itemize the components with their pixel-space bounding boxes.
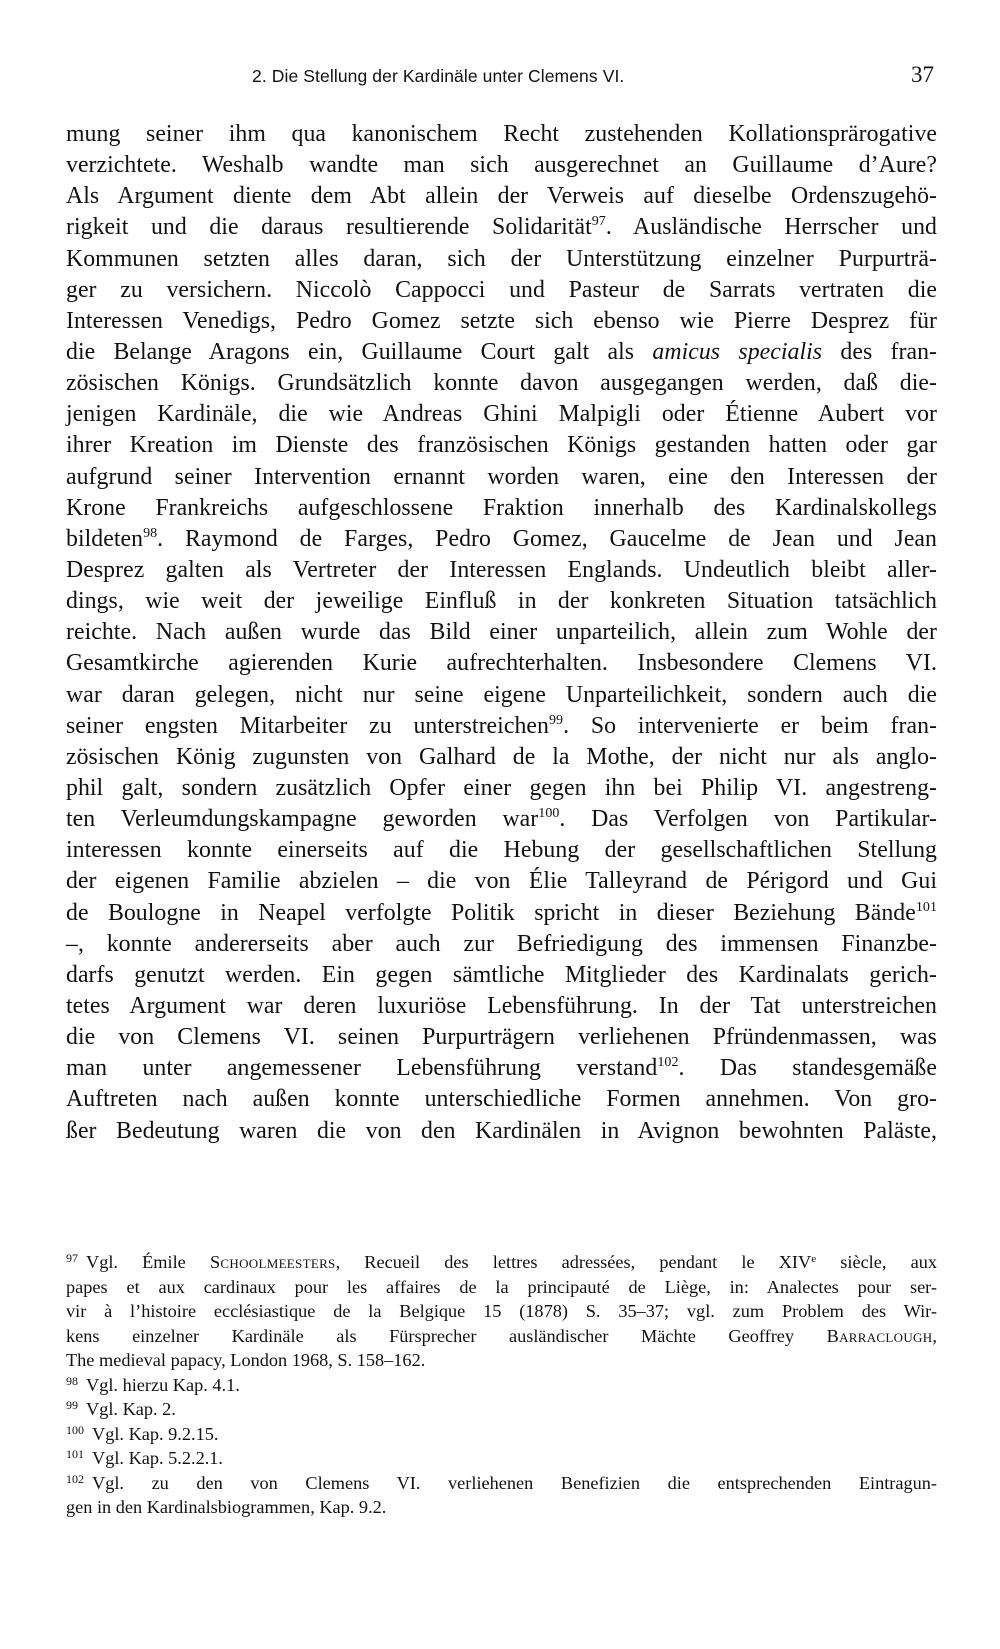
text-line: reichte. Nach außen wurde das Bild einer unparteilich, allein zum Wohle der — [66, 619, 937, 646]
footnote-number: 99 — [66, 1398, 78, 1412]
text-segment: seiner engsten Mitarbeiter zu unterstreichen — [66, 712, 549, 739]
text-segment: de Boulogne in Neapel verfolgte Politik spricht in dieser Beziehung Bände — [66, 899, 916, 926]
text-line: war daran gelegen, nicht nur seine eigene Unparteilichkeit, sondern auch die — [66, 681, 937, 708]
footnote-text: Vgl. hierzu Kap. 4.1. — [86, 1374, 240, 1395]
text-line: zösischen König zugunsten von Galhard de la Mothe, der nicht nur als anglo- — [66, 743, 937, 770]
footnote-101 — [66, 1446, 937, 1471]
text-line: Gesamtkirche agierenden Kurie aufrechterhalten. Insbesondere Clemens VI. — [66, 650, 937, 677]
text-segment: rigkeit und die daraus resultierende Solidarität — [66, 214, 592, 241]
footnote-ref-100[interactable]: 100 — [538, 806, 560, 822]
footnote-ref-101[interactable]: 101 — [915, 899, 937, 915]
footnote-line: papes et aux cardinaux pour les affaires de la principauté de Liège, in: Analectes pour ser- — [66, 1276, 937, 1297]
text-line — [66, 212, 937, 243]
footnote-ref-98[interactable]: 98 — [143, 525, 158, 541]
text-line: Interessen Venedigs, Pedro Gomez setzte sich ebenso wie Pierre Desprez für — [66, 307, 937, 334]
italic-phrase: amicus specialis — [652, 338, 823, 365]
text-line — [66, 804, 937, 835]
footnote-text: Vgl. Kap. 2. — [86, 1399, 176, 1419]
text-line: –, konnte andererseits aber auch zur Befriedigung des immensen Finanzbe- — [66, 930, 937, 957]
text-line: ihrer Kreation im Dienste des französischen Königs gestanden hatten oder gar — [66, 432, 937, 459]
text-line: die von Clemens VI. seinen Purpurträgern verliehenen Pfründenmassen, was — [66, 1024, 937, 1051]
text-line — [66, 1053, 937, 1084]
footnote-number: 101 — [66, 1447, 84, 1461]
footnote-100 — [66, 1422, 937, 1447]
footnote-ref-97[interactable]: 97 — [591, 214, 606, 230]
text-line: ßer Bedeutung waren die von den Kardinälen in Avignon bewohnten Paläste, — [66, 1117, 937, 1144]
page-number: 37 — [911, 62, 934, 87]
superscript: e — [811, 1253, 817, 1265]
text-line: phil galt, sondern zusätzlich Opfer einer gegen ihn bei Philip VI. angestreng- — [66, 774, 937, 801]
text-segment: des fran- — [840, 338, 938, 365]
author-name: Schoolmeesters — [209, 1252, 336, 1272]
text-line: ger zu versichern. Niccolò Cappocci und Pasteur de Sarrats vertraten die — [66, 276, 937, 303]
footnote-line: gen in den Kardinalsbiogrammen, Kap. 9.2. — [66, 1497, 387, 1517]
text-line — [66, 337, 937, 368]
text-line: darfs genutzt werden. Ein gegen sämtliche Mitglieder des Kardinalats gerich- — [66, 961, 937, 988]
text-segment: die Belange Aragons ein, Guillaume Court galt als — [66, 338, 635, 365]
text-line: verzichtete. Weshalb wandte man sich ausgerechnet an Guillaume d’Aure? — [66, 152, 937, 179]
footnote-text: , — [932, 1325, 937, 1346]
footnote-ref-102[interactable]: 102 — [657, 1055, 679, 1071]
footnote-number: 102 — [66, 1471, 84, 1486]
text-line: der eigenen Familie abzielen – die von Élie Talleyrand de Périgord und Gui — [66, 868, 937, 895]
text-line: Desprez galten als Vertreter der Interessen Englands. Undeutlich bleibt aller- — [66, 556, 937, 583]
footnote-98 — [66, 1373, 937, 1398]
text-segment: . Raymond de Farges, Pedro Gomez, Gaucelme de Jean und Jean — [157, 525, 937, 552]
text-segment: man unter angemessener Lebensführung verstand — [66, 1055, 658, 1082]
running-title: 2. Die Stellung der Kardinäle unter Clemens VI. — [252, 66, 625, 86]
text-line: tetes Argument war deren luxuriöse Lebensführung. In der Tat unterstreichen — [66, 992, 937, 1019]
text-segment: bildeten — [66, 525, 144, 552]
text-line: dings, wie weit der jeweilige Einfluß in der konkreten Situation tatsächlich — [66, 588, 937, 615]
text-line: Auftreten nach außen konnte unterschiedliche Formen annehmen. Von gro- — [66, 1086, 937, 1113]
footnote-102 — [66, 1471, 937, 1496]
footnote-text: Vgl. Émile — [86, 1252, 186, 1272]
footnote-text: Vgl. Kap. 5.2.2.1. — [92, 1448, 224, 1468]
text-line: jenigen Kardinäle, die wie Andreas Ghini Malpigli oder Étienne Aubert vor — [66, 401, 937, 428]
footnote-ref-99[interactable]: 99 — [548, 712, 564, 728]
text-segment: . So intervenierte er beim fran- — [563, 712, 937, 739]
text-line: Krone Frankreichs aufgeschlossene Fraktion innerhalb des Kardinalskollegs — [66, 494, 937, 521]
text-line: Als Argument diente dem Abt allein der Verweis auf dieselbe Ordenszugehö- — [66, 183, 937, 210]
text-line — [66, 711, 937, 742]
footnote-text: , Recueil des lettres adressées, pendant le XIV — [335, 1252, 812, 1272]
footnote-number: 98 — [66, 1373, 78, 1388]
body-text — [66, 119, 937, 1147]
text-line: mung seiner ihm qua kanonischem Recht zustehenden Kollationsprärogative — [66, 121, 937, 147]
running-header — [66, 62, 938, 92]
text-segment: . Ausländische Herrscher und — [605, 214, 937, 241]
footnote-line: The medieval papacy, London 1968, S. 158–162. — [66, 1350, 426, 1370]
text-segment: ten Verleumdungskampagne geworden war — [66, 806, 539, 833]
author-name: Barraclough — [826, 1325, 933, 1346]
footnote-99 — [66, 1397, 937, 1422]
footnote-text: Vgl. Kap. 9.2.15. — [92, 1423, 219, 1444]
text-line — [66, 524, 937, 555]
text-segment: . Das standesgemäße — [678, 1055, 937, 1082]
footnotes — [66, 1250, 937, 1520]
footnote-text: siècle, aux — [816, 1252, 937, 1272]
text-line: aufgrund seiner Intervention ernannt worden waren, eine den Interessen der — [66, 463, 937, 490]
footnote-text: kens einzelner Kardinäle als Fürsprecher ausländischer Mächte Geoffrey — [66, 1325, 795, 1346]
footnote-number: 100 — [66, 1422, 84, 1437]
footnote-line: vir à l’histoire ecclésiastique de la Belgique 15 (1878) S. 35–37; vgl. zum Problem des Wir- — [66, 1301, 937, 1321]
footnote-line — [66, 1324, 937, 1349]
footnote-97 — [66, 1250, 937, 1275]
footnote-text: Vgl. zu den von Clemens VI. verliehenen Benefizien die entsprechenden Eintragun- — [92, 1472, 937, 1493]
text-line: Kommunen setzten alles daran, sich der Unterstützung einzelner Purpurträ- — [66, 245, 937, 272]
text-segment: . Das Verfolgen von Partikular- — [559, 806, 937, 833]
text-line — [66, 898, 937, 929]
footnote-number: 97 — [66, 1251, 78, 1265]
text-line: zösischen Königs. Grundsätzlich konnte davon ausgegangen werden, daß die- — [66, 370, 937, 397]
text-line: interessen konnte einerseits auf die Hebung der gesellschaftlichen Stellung — [66, 837, 937, 864]
